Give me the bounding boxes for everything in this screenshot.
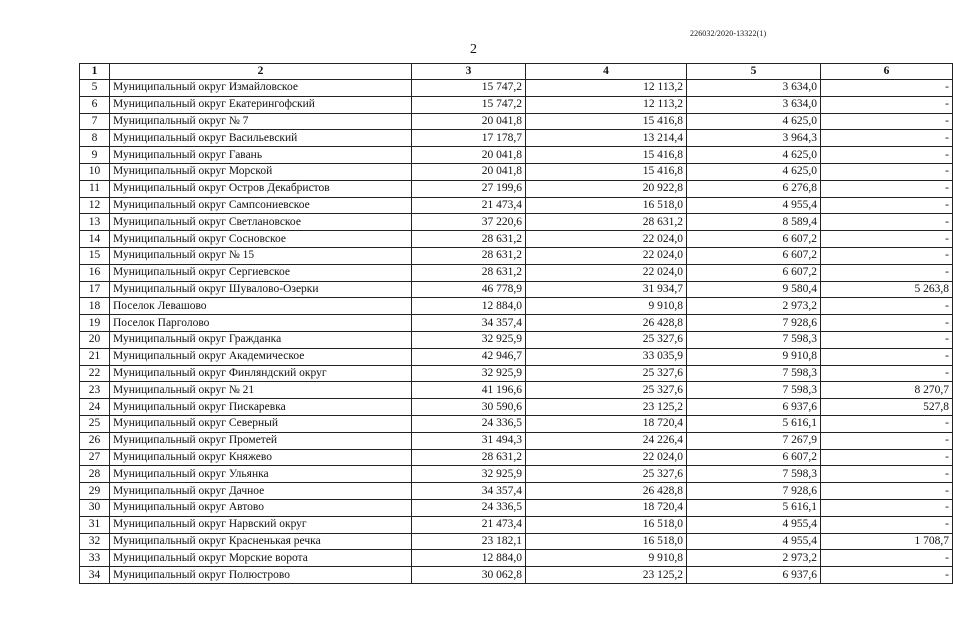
row-number: 19 <box>80 315 110 332</box>
value-col-4: 16 518,0 <box>526 516 687 533</box>
value-col-4: 9 910,8 <box>526 550 687 567</box>
row-number: 23 <box>80 382 110 399</box>
row-number: 27 <box>80 449 110 466</box>
value-col-5: 4 955,4 <box>687 197 821 214</box>
value-col-5: 9 580,4 <box>687 281 821 298</box>
row-number: 20 <box>80 331 110 348</box>
district-name: Муниципальный округ Сампсониевское <box>110 197 412 214</box>
value-col-4: 12 113,2 <box>526 96 687 113</box>
total-value: 20 041,8 <box>412 147 526 164</box>
value-col-5: 6 607,2 <box>687 247 821 264</box>
value-col-5: 2 973,2 <box>687 550 821 567</box>
total-value: 42 946,7 <box>412 348 526 365</box>
value-col-6: - <box>821 264 953 281</box>
row-number: 32 <box>80 533 110 550</box>
total-value: 37 220,6 <box>412 214 526 231</box>
district-name: Муниципальный округ Северный <box>110 415 412 432</box>
row-number: 8 <box>80 130 110 147</box>
page-number: 2 <box>470 42 477 57</box>
column-header-2: 2 <box>110 64 412 80</box>
district-name: Муниципальный округ № 21 <box>110 382 412 399</box>
row-number: 18 <box>80 298 110 315</box>
table-row <box>80 533 953 550</box>
total-value: 27 199,6 <box>412 180 526 197</box>
district-name: Муниципальный округ Гражданка <box>110 331 412 348</box>
value-col-6: - <box>821 247 953 264</box>
value-col-6: - <box>821 499 953 516</box>
total-value: 28 631,2 <box>412 231 526 248</box>
district-name: Муниципальный округ Академическое <box>110 348 412 365</box>
district-name: Муниципальный округ Красненькая речка <box>110 533 412 550</box>
district-name: Муниципальный округ Княжево <box>110 449 412 466</box>
value-col-5: 4 955,4 <box>687 533 821 550</box>
table-row <box>80 113 953 130</box>
value-col-4: 25 327,6 <box>526 382 687 399</box>
value-col-4: 22 024,0 <box>526 264 687 281</box>
value-col-6: - <box>821 113 953 130</box>
row-number: 25 <box>80 415 110 432</box>
value-col-6: - <box>821 567 953 584</box>
district-name: Муниципальный округ Шувалово-Озерки <box>110 281 412 298</box>
value-col-5: 6 607,2 <box>687 449 821 466</box>
value-col-5: 3 634,0 <box>687 96 821 113</box>
total-value: 28 631,2 <box>412 449 526 466</box>
value-col-5: 7 598,3 <box>687 382 821 399</box>
table-row <box>80 550 953 567</box>
table-row <box>80 130 953 147</box>
table-row <box>80 567 953 584</box>
row-number: 13 <box>80 214 110 231</box>
table-row <box>80 483 953 500</box>
total-value: 34 357,4 <box>412 483 526 500</box>
table-row <box>80 163 953 180</box>
value-col-5: 6 937,6 <box>687 567 821 584</box>
value-col-5: 4 625,0 <box>687 147 821 164</box>
total-value: 12 884,0 <box>412 550 526 567</box>
district-name: Муниципальный округ Измайловское <box>110 80 412 97</box>
document-id: 226032/2020-13322(1) <box>690 29 767 38</box>
column-header-5: 5 <box>687 64 821 80</box>
row-number: 34 <box>80 567 110 584</box>
table-row <box>80 281 953 298</box>
total-value: 23 182,1 <box>412 533 526 550</box>
value-col-6: - <box>821 415 953 432</box>
table-row <box>80 365 953 382</box>
total-value: 15 747,2 <box>412 80 526 97</box>
value-col-4: 25 327,6 <box>526 365 687 382</box>
value-col-4: 33 035,9 <box>526 348 687 365</box>
district-name: Муниципальный округ № 7 <box>110 113 412 130</box>
value-col-6: - <box>821 550 953 567</box>
value-col-5: 2 973,2 <box>687 298 821 315</box>
row-number: 21 <box>80 348 110 365</box>
table-row <box>80 96 953 113</box>
value-col-4: 16 518,0 <box>526 197 687 214</box>
value-col-5: 3 964,3 <box>687 130 821 147</box>
district-name: Муниципальный округ Автово <box>110 499 412 516</box>
total-value: 24 336,5 <box>412 499 526 516</box>
table-row <box>80 80 953 97</box>
table-header-row <box>80 64 953 80</box>
table-row <box>80 298 953 315</box>
value-col-5: 7 598,3 <box>687 365 821 382</box>
district-name: Муниципальный округ Сергиевское <box>110 264 412 281</box>
value-col-4: 26 428,8 <box>526 483 687 500</box>
table-row <box>80 382 953 399</box>
value-col-4: 12 113,2 <box>526 80 687 97</box>
value-col-6: - <box>821 197 953 214</box>
value-col-6: - <box>821 180 953 197</box>
value-col-4: 22 024,0 <box>526 449 687 466</box>
value-col-5: 7 598,3 <box>687 331 821 348</box>
value-col-6: - <box>821 214 953 231</box>
row-number: 28 <box>80 466 110 483</box>
row-number: 22 <box>80 365 110 382</box>
table-row <box>80 466 953 483</box>
value-col-6: - <box>821 80 953 97</box>
district-name: Муниципальный округ Дачное <box>110 483 412 500</box>
value-col-6: - <box>821 298 953 315</box>
district-name: Муниципальный округ Гавань <box>110 147 412 164</box>
district-name: Муниципальный округ Морской <box>110 163 412 180</box>
value-col-6: 1 708,7 <box>821 533 953 550</box>
column-header-6: 6 <box>821 64 953 80</box>
district-name: Муниципальный округ Ульянка <box>110 466 412 483</box>
value-col-6: - <box>821 466 953 483</box>
district-name: Муниципальный округ Остров Декабристов <box>110 180 412 197</box>
value-col-4: 15 416,8 <box>526 163 687 180</box>
total-value: 20 041,8 <box>412 163 526 180</box>
total-value: 28 631,2 <box>412 264 526 281</box>
total-value: 34 357,4 <box>412 315 526 332</box>
row-number: 30 <box>80 499 110 516</box>
table-row <box>80 348 953 365</box>
district-name: Муниципальный округ Морские ворота <box>110 550 412 567</box>
value-col-5: 7 267,9 <box>687 432 821 449</box>
row-number: 9 <box>80 147 110 164</box>
row-number: 31 <box>80 516 110 533</box>
district-name: Муниципальный округ Полюстрово <box>110 567 412 584</box>
total-value: 20 041,8 <box>412 113 526 130</box>
value-col-5: 3 634,0 <box>687 80 821 97</box>
table-row <box>80 214 953 231</box>
value-col-4: 13 214,4 <box>526 130 687 147</box>
value-col-4: 20 922,8 <box>526 180 687 197</box>
value-col-6: - <box>821 315 953 332</box>
total-value: 12 884,0 <box>412 298 526 315</box>
row-number: 26 <box>80 432 110 449</box>
row-number: 24 <box>80 399 110 416</box>
row-number: 6 <box>80 96 110 113</box>
district-name: Муниципальный округ № 15 <box>110 247 412 264</box>
value-col-5: 6 937,6 <box>687 399 821 416</box>
value-col-4: 15 416,8 <box>526 147 687 164</box>
total-value: 15 747,2 <box>412 96 526 113</box>
total-value: 24 336,5 <box>412 415 526 432</box>
district-name: Поселок Левашово <box>110 298 412 315</box>
district-name: Поселок Парголово <box>110 315 412 332</box>
value-col-6: - <box>821 331 953 348</box>
district-name: Муниципальный округ Сосновское <box>110 231 412 248</box>
district-name: Муниципальный округ Екатерингофский <box>110 96 412 113</box>
row-number: 7 <box>80 113 110 130</box>
table-row <box>80 197 953 214</box>
value-col-5: 7 598,3 <box>687 466 821 483</box>
value-col-6: 527,8 <box>821 399 953 416</box>
value-col-6: - <box>821 365 953 382</box>
value-col-4: 25 327,6 <box>526 466 687 483</box>
total-value: 30 062,8 <box>412 567 526 584</box>
total-value: 28 631,2 <box>412 247 526 264</box>
value-col-4: 24 226,4 <box>526 432 687 449</box>
value-col-4: 23 125,2 <box>526 399 687 416</box>
value-col-5: 9 910,8 <box>687 348 821 365</box>
total-value: 17 178,7 <box>412 130 526 147</box>
value-col-5: 6 607,2 <box>687 231 821 248</box>
value-col-6: - <box>821 516 953 533</box>
value-col-6: 5 263,8 <box>821 281 953 298</box>
total-value: 32 925,9 <box>412 331 526 348</box>
total-value: 21 473,4 <box>412 197 526 214</box>
budget-table <box>79 63 953 584</box>
total-value: 30 590,6 <box>412 399 526 416</box>
district-name: Муниципальный округ Светлановское <box>110 214 412 231</box>
value-col-5: 5 616,1 <box>687 499 821 516</box>
table-row <box>80 315 953 332</box>
table-row <box>80 147 953 164</box>
row-number: 29 <box>80 483 110 500</box>
value-col-6: - <box>821 96 953 113</box>
value-col-4: 15 416,8 <box>526 113 687 130</box>
table-row <box>80 180 953 197</box>
value-col-4: 18 720,4 <box>526 499 687 516</box>
value-col-6: 8 270,7 <box>821 382 953 399</box>
value-col-4: 26 428,8 <box>526 315 687 332</box>
value-col-5: 7 928,6 <box>687 315 821 332</box>
total-value: 32 925,9 <box>412 365 526 382</box>
total-value: 21 473,4 <box>412 516 526 533</box>
table-row <box>80 449 953 466</box>
table-row <box>80 264 953 281</box>
total-value: 32 925,9 <box>412 466 526 483</box>
district-name: Муниципальный округ Пискаревка <box>110 399 412 416</box>
district-name: Муниципальный округ Прометей <box>110 432 412 449</box>
row-number: 5 <box>80 80 110 97</box>
district-name: Муниципальный округ Нарвский округ <box>110 516 412 533</box>
district-name: Муниципальный округ Финляндский округ <box>110 365 412 382</box>
total-value: 46 778,9 <box>412 281 526 298</box>
row-number: 17 <box>80 281 110 298</box>
column-header-3: 3 <box>412 64 526 80</box>
table-row <box>80 415 953 432</box>
value-col-5: 5 616,1 <box>687 415 821 432</box>
table-row <box>80 331 953 348</box>
table-row <box>80 399 953 416</box>
value-col-5: 4 955,4 <box>687 516 821 533</box>
row-number: 10 <box>80 163 110 180</box>
value-col-4: 9 910,8 <box>526 298 687 315</box>
value-col-4: 16 518,0 <box>526 533 687 550</box>
total-value: 31 494,3 <box>412 432 526 449</box>
column-header-4: 4 <box>526 64 687 80</box>
value-col-4: 22 024,0 <box>526 247 687 264</box>
table-row <box>80 432 953 449</box>
value-col-6: - <box>821 483 953 500</box>
table-body <box>80 80 953 584</box>
row-number: 16 <box>80 264 110 281</box>
total-value: 41 196,6 <box>412 382 526 399</box>
table-row <box>80 231 953 248</box>
value-col-5: 6 276,8 <box>687 180 821 197</box>
column-header-1: 1 <box>80 64 110 80</box>
value-col-5: 6 607,2 <box>687 264 821 281</box>
value-col-5: 4 625,0 <box>687 113 821 130</box>
value-col-4: 31 934,7 <box>526 281 687 298</box>
value-col-4: 25 327,6 <box>526 331 687 348</box>
value-col-4: 28 631,2 <box>526 214 687 231</box>
value-col-6: - <box>821 147 953 164</box>
value-col-6: - <box>821 449 953 466</box>
district-name: Муниципальный округ Васильевский <box>110 130 412 147</box>
value-col-5: 4 625,0 <box>687 163 821 180</box>
row-number: 11 <box>80 180 110 197</box>
value-col-5: 7 928,6 <box>687 483 821 500</box>
table-row <box>80 516 953 533</box>
row-number: 33 <box>80 550 110 567</box>
table-row <box>80 247 953 264</box>
value-col-6: - <box>821 348 953 365</box>
value-col-4: 18 720,4 <box>526 415 687 432</box>
row-number: 12 <box>80 197 110 214</box>
value-col-6: - <box>821 163 953 180</box>
value-col-5: 8 589,4 <box>687 214 821 231</box>
value-col-6: - <box>821 130 953 147</box>
value-col-4: 23 125,2 <box>526 567 687 584</box>
row-number: 15 <box>80 247 110 264</box>
table-row <box>80 499 953 516</box>
value-col-4: 22 024,0 <box>526 231 687 248</box>
value-col-6: - <box>821 432 953 449</box>
row-number: 14 <box>80 231 110 248</box>
value-col-6: - <box>821 231 953 248</box>
